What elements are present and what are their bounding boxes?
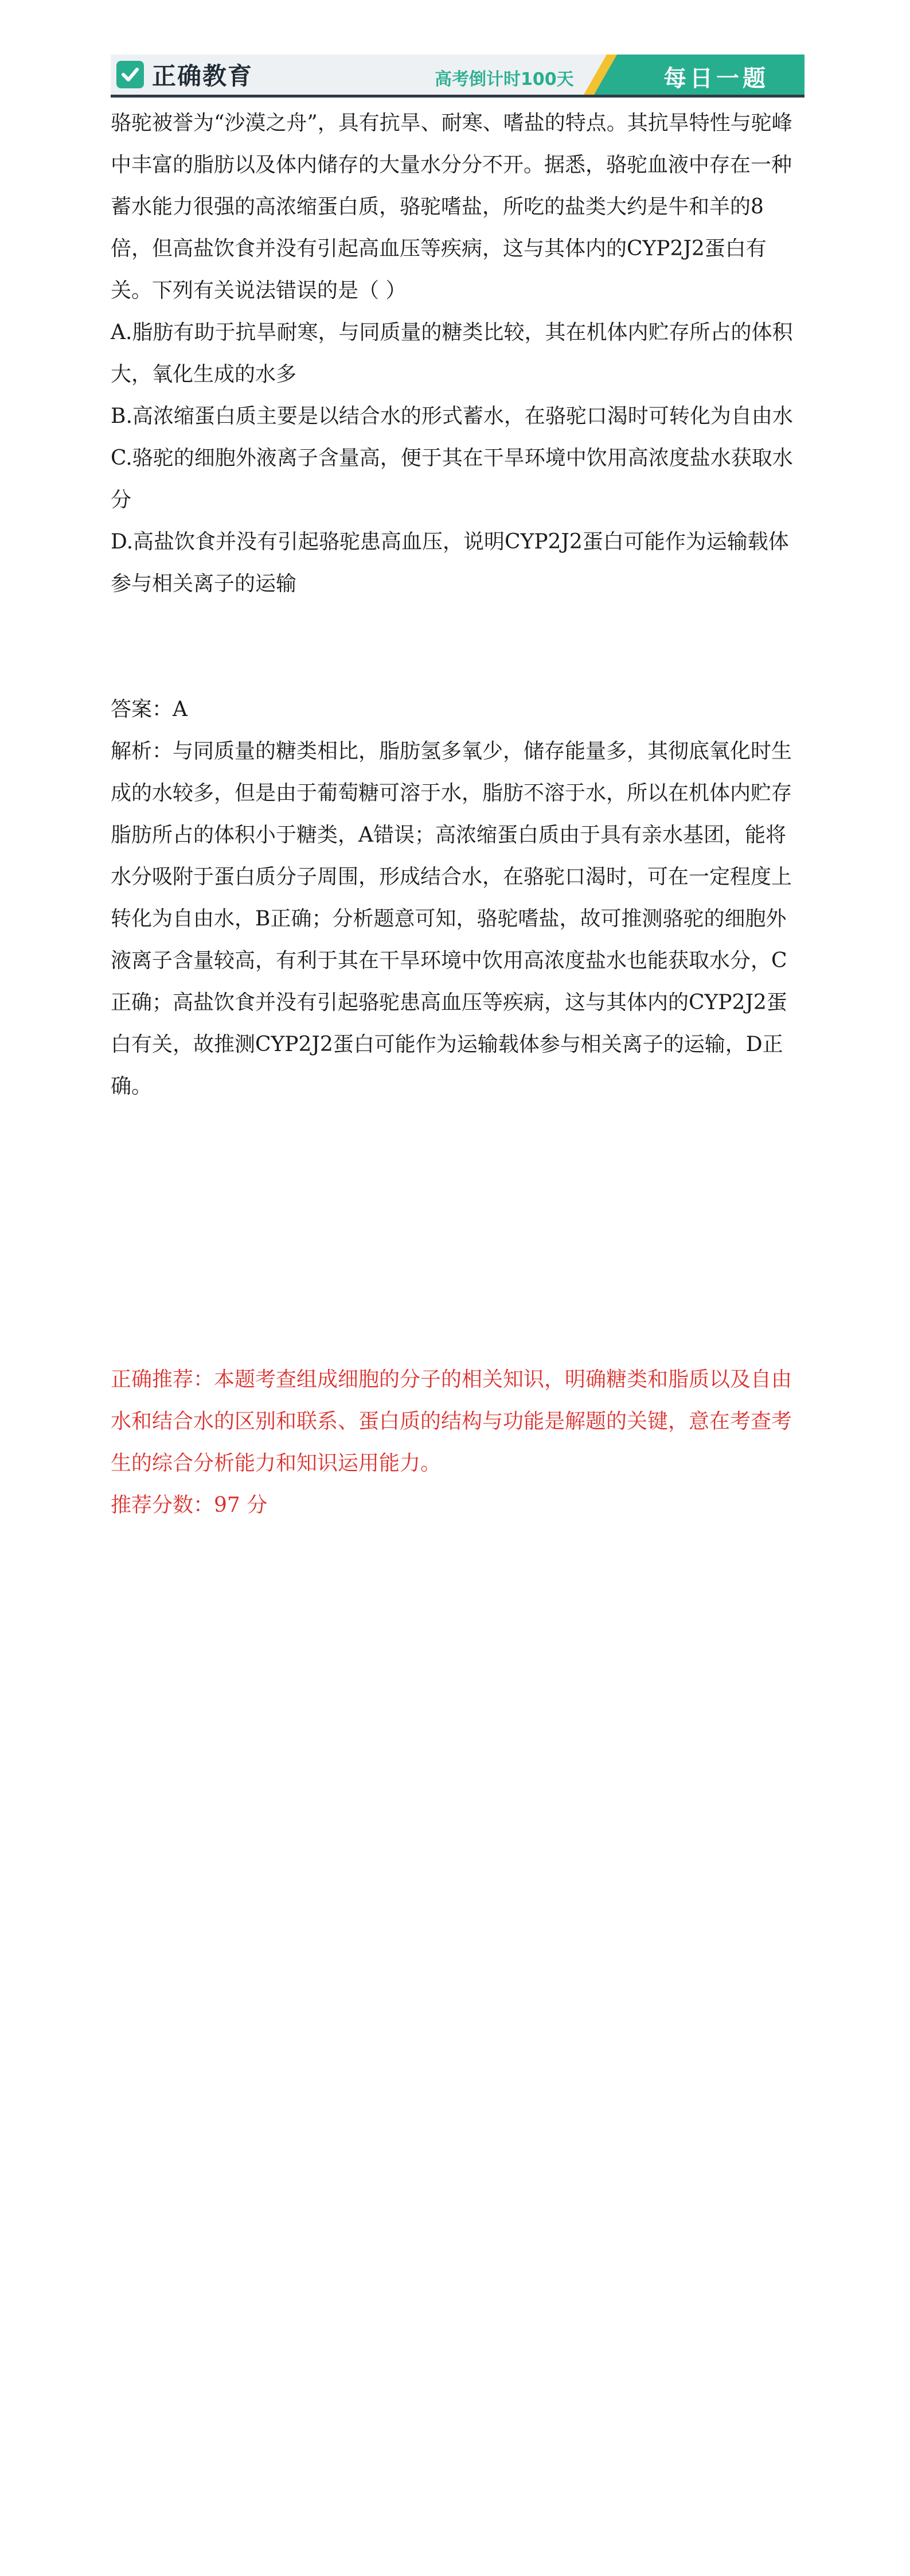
main-content bbox=[111, 102, 804, 1526]
page-header bbox=[111, 55, 804, 98]
recommendation-score: 推荐分数：97 分 bbox=[111, 1493, 268, 1517]
analysis-text: 解析：与同质量的糖类相比，脂肪氢多氧少，储存能量多，其彻底氧化时生成的水较多，但是由于葡萄糖可溶于水，脂肪不溶于水，所以在机体内贮存脂肪所占的体积小于糖类，A错误；高浓缩蛋白质由于具有亲水基团，能将水分吸附于蛋白质分子周围，形成结合水，在骆驼口渴时，可在一定程度上转化为自由水，B正确；分析题意可知，骆驼嗜盐，故可推测骆驼的细胞外液离子含量较高，有利于其在干旱环境中饮用高浓度盐水也能获取水分，C正确；高盐饮食并没有引起骆驼患高血压等疾病，这与其体内的CYP2J2蛋白有关，故推测CYP2J2蛋白可能作为运输载体参与相关离子的运输，D正确。 bbox=[111, 740, 792, 1098]
question-stem: 骆驼被誉为“沙漠之舟”，具有抗旱、耐寒、嗜盐的特点。其抗旱特性与驼峰中丰富的脂肪以及体内储存的大量水分分不开。据悉，骆驼血液中存在一种蓄水能力很强的高浓缩蛋白质，骆驼嗜盐，所吃的盐类大约是牛和羊的8倍，但高盐饮食并没有引起高血压等疾病，这与其体内的CYP2J2蛋白有关。下列有关说法错误的是（ ） bbox=[111, 111, 792, 302]
recommendation-section bbox=[111, 1359, 804, 1526]
option-d: D.高盐饮食并没有引起骆驼患高血压，说明CYP2J2蛋白可能作为运输载体参与相关离子的运输 bbox=[111, 530, 789, 596]
check-icon bbox=[116, 61, 144, 88]
brand-logo bbox=[116, 60, 253, 89]
option-c: C.骆驼的细胞外液离子含量高，便于其在干旱环境中饮用高浓度盐水获取水分 bbox=[111, 446, 793, 512]
recommendation-text: 正确推荐：本题考查组成细胞的分子的相关知识，明确糖类和脂质以及自由水和结合水的区别和联系、蛋白质的结构与功能是解题的关键，意在考查考生的综合分析能力和知识运用能力。 bbox=[111, 1368, 792, 1475]
option-a: A.脂肪有助于抗旱耐寒，与同质量的糖类比较，其在机体内贮存所占的体积大，氧化生成的水多 bbox=[111, 321, 793, 386]
brand-name: 正确教育 bbox=[152, 62, 253, 90]
daily-question-label: 每日一题 bbox=[663, 65, 769, 92]
answer-section bbox=[111, 688, 804, 1107]
option-b: B.高浓缩蛋白质主要是以结合水的形式蓄水，在骆驼口渴时可转化为自由水 bbox=[111, 404, 793, 428]
countdown-label: 高考倒计时100天 bbox=[435, 69, 574, 90]
answer-text: 答案：A bbox=[111, 698, 188, 721]
